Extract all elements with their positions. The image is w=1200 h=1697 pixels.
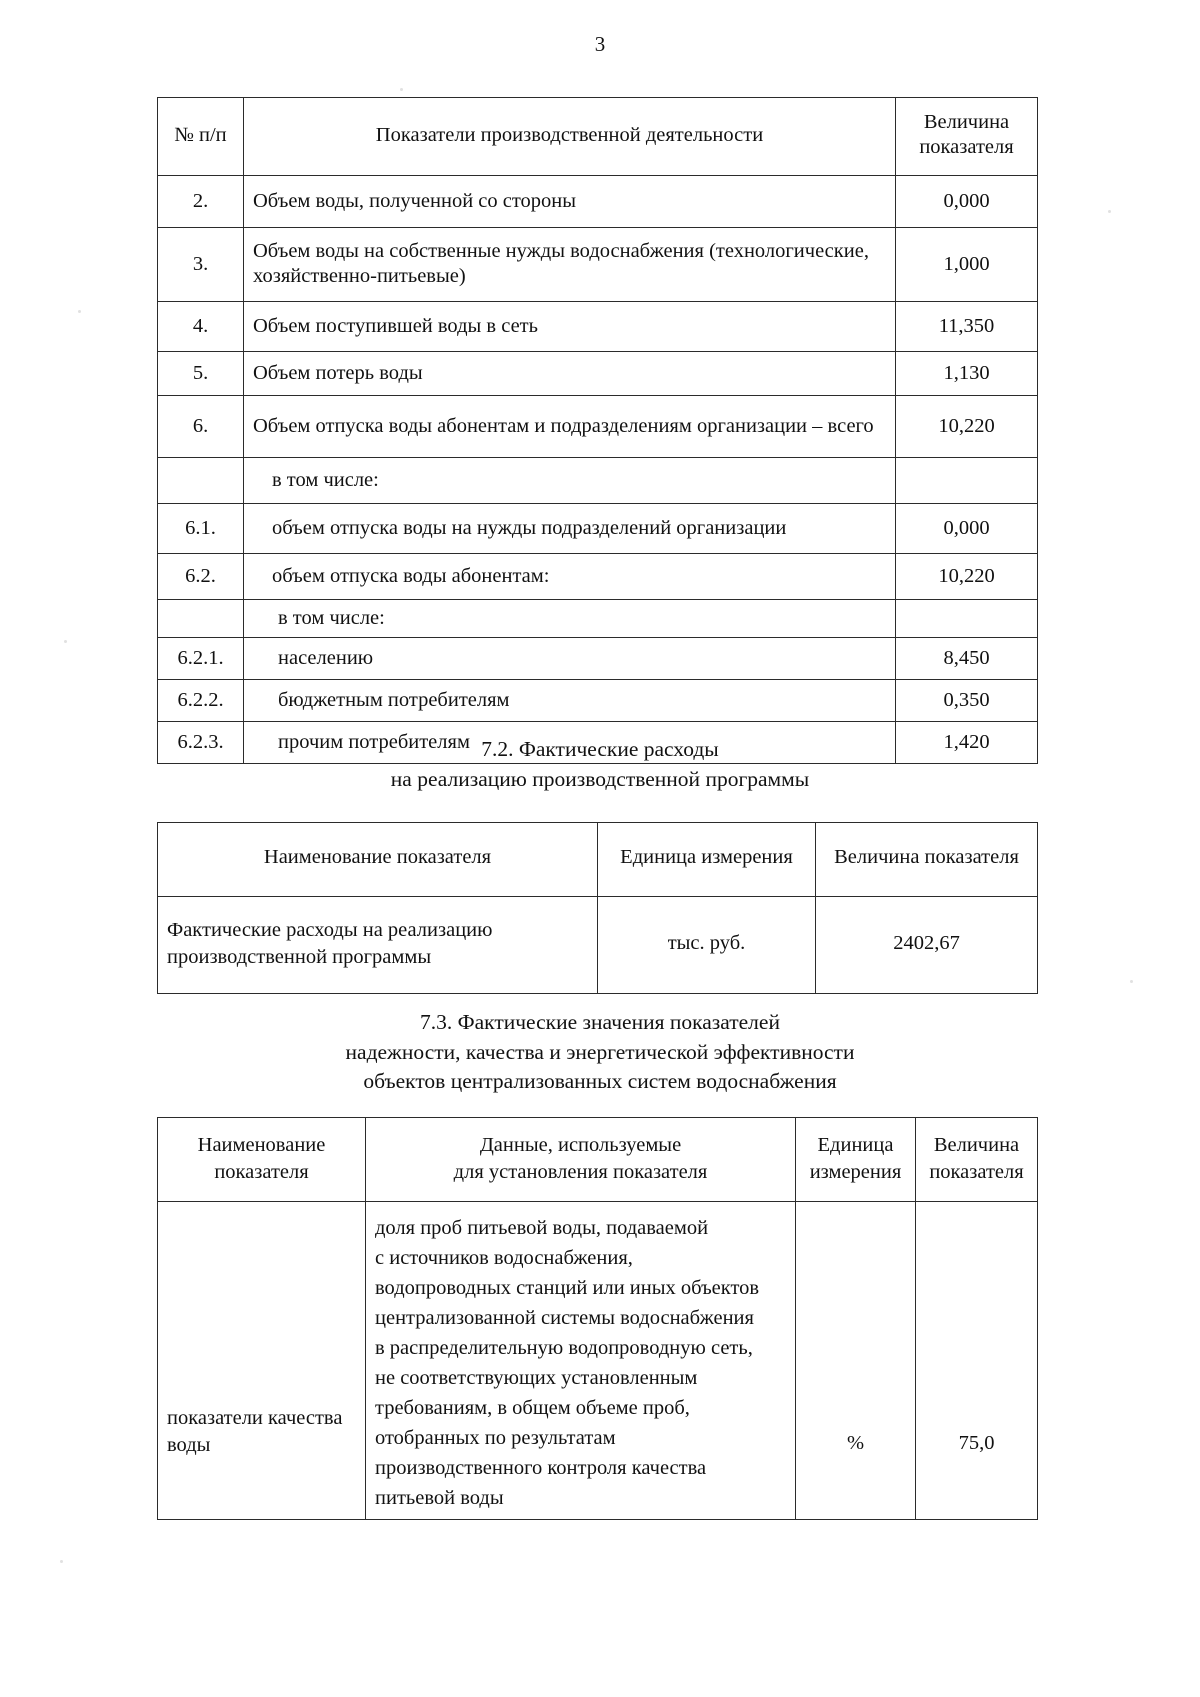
table-row [158, 457, 1038, 503]
row-value: 75,0 [916, 1202, 1038, 1519]
row-name: в том числе: [244, 457, 896, 503]
expenses-table-body [158, 897, 1038, 993]
section-heading-7-2 [0, 735, 1200, 794]
row-name: бюджетным потребителям [244, 679, 896, 721]
header-value-line2: показателя [919, 136, 1014, 159]
section-7-3-line1: 7.3. Фактические значения показателей [420, 1010, 780, 1034]
header-cell-unit: Единица измерения [598, 823, 816, 897]
data-line: водопроводных станций или иных объектов [375, 1277, 760, 1300]
row-value [896, 599, 1038, 637]
production-indicators-table-wrapper [157, 97, 1037, 764]
row-name [158, 897, 598, 993]
table-row [158, 395, 1038, 457]
table-row [158, 227, 1038, 301]
row-number: 6. [158, 395, 244, 457]
row-number: 6.2.2. [158, 679, 244, 721]
section-7-3-line2: надежности, качества и энергетической эффективности [345, 1039, 855, 1064]
reliability-table-wrapper [157, 1117, 1037, 1520]
row-name: населению [244, 637, 896, 679]
row-data-description [366, 1202, 796, 1519]
row-name: объем отпуска воды на нужды подразделений организации [244, 503, 896, 553]
row-name [244, 227, 896, 301]
row-name-line2: всего [827, 414, 874, 437]
row-number: 6.2.3. [158, 721, 244, 763]
scan-speck [64, 640, 67, 643]
production-table-body [158, 175, 1038, 763]
header-name-line2: показателя [214, 1160, 309, 1183]
row-value: 0,000 [896, 175, 1038, 227]
row-value: 1,420 [896, 721, 1038, 763]
row-name: в том числе: [244, 599, 896, 637]
table-row [158, 637, 1038, 679]
scan-speck [400, 88, 403, 91]
header-cell-name: Наименование показателя [158, 823, 598, 897]
row-number: 2. [158, 175, 244, 227]
expenses-table-wrapper [157, 822, 1037, 994]
row-name [158, 1202, 366, 1519]
row-name: Объем воды, полученной со стороны [244, 175, 896, 227]
row-number: 3. [158, 227, 244, 301]
row-name-line2: (технологические, хозяйственно-питьевые) [253, 239, 869, 288]
row-name-line1: Фактические расходы на реализацию [167, 919, 493, 942]
row-number: 6.2.1. [158, 637, 244, 679]
reliability-table-body [158, 1202, 1038, 1519]
table-row [158, 553, 1038, 599]
row-unit: тыс. руб. [598, 897, 816, 993]
table-header-row [158, 98, 1038, 176]
table-row [158, 897, 1038, 993]
scan-speck [1130, 980, 1133, 983]
row-name: Объем поступившей воды в сеть [244, 301, 896, 351]
row-name: прочим потребителям [244, 721, 896, 763]
table-row [158, 679, 1038, 721]
row-unit: % [796, 1202, 916, 1519]
section-7-3-line3: объектов централизованных систем водоснабжения [363, 1069, 837, 1094]
header-data-line1: Данные, используемые [479, 1134, 682, 1156]
row-value: 0,000 [896, 503, 1038, 553]
scan-speck [1108, 210, 1111, 213]
production-indicators-table [157, 97, 1038, 764]
scan-speck [78, 310, 81, 313]
header-cell-value [896, 98, 1038, 176]
header-cell-number: № п/п [158, 98, 244, 176]
row-value: 8,450 [896, 637, 1038, 679]
row-value: 1,000 [896, 227, 1038, 301]
row-number: 6.2. [158, 553, 244, 599]
table-row [158, 1202, 1038, 1519]
row-value: 1,130 [896, 351, 1038, 395]
row-name [244, 395, 896, 457]
section-heading-7-3 [0, 1008, 1200, 1097]
header-value-line1: Величина [923, 111, 1010, 133]
reliability-table [157, 1117, 1038, 1520]
header-cell-value: Величина показателя [816, 823, 1038, 897]
row-number [158, 599, 244, 637]
row-name-line1: Объем воды на собственные нужды водоснабжения [253, 239, 704, 262]
data-line: производственного контроля качества [375, 1456, 707, 1479]
header-cell-data [366, 1118, 796, 1202]
header-name-line1: Наименование [197, 1134, 326, 1156]
row-number: 5. [158, 351, 244, 395]
table-header-row [158, 1118, 1038, 1202]
row-number [158, 457, 244, 503]
table-row [158, 503, 1038, 553]
data-line: питьевой воды [375, 1486, 504, 1509]
table-row [158, 175, 1038, 227]
row-name-line2: качества воды [167, 1407, 343, 1456]
row-name: Объем потерь воды [244, 351, 896, 395]
header-data-line2: для установления показателя [453, 1160, 708, 1183]
header-cell-name: Показатели производственной деятельности [244, 98, 896, 176]
header-value-line2: показателя [929, 1160, 1024, 1183]
data-line: требованиям, в общем объеме проб, [375, 1396, 690, 1419]
row-name-line2: производственной программы [167, 946, 432, 969]
header-unit-line1: Единица [817, 1134, 894, 1156]
row-value: 10,220 [896, 395, 1038, 457]
row-value: 11,350 [896, 301, 1038, 351]
row-value: 2402,67 [816, 897, 1038, 993]
row-number: 6.1. [158, 503, 244, 553]
row-name-line1: Объем отпуска воды абонентам и подразделениям организации – [253, 414, 823, 437]
data-line: в распределительную водопроводную сеть, [375, 1336, 753, 1359]
row-number: 4. [158, 301, 244, 351]
row-name: объем отпуска воды абонентам: [244, 553, 896, 599]
header-cell-unit [796, 1118, 916, 1202]
data-line: отобранных по результатам [375, 1426, 616, 1449]
header-cell-name [158, 1118, 366, 1202]
table-row [158, 599, 1038, 637]
row-value [896, 457, 1038, 503]
header-value-line1: Величина [933, 1134, 1020, 1156]
section-7-2-line1: 7.2. Фактические расходы [481, 737, 719, 761]
section-7-2-line2: на реализацию производственной программы [390, 766, 810, 791]
row-value: 10,220 [896, 553, 1038, 599]
table-row [158, 351, 1038, 395]
table-row [158, 301, 1038, 351]
row-value: 0,350 [896, 679, 1038, 721]
header-cell-value [916, 1118, 1038, 1202]
row-name-line1: показатели [167, 1407, 263, 1430]
data-line: централизованной системы водоснабжения [375, 1307, 754, 1330]
data-line: не соответствующих установленным [375, 1366, 698, 1389]
data-line: доля проб питьевой воды, подаваемой [375, 1217, 709, 1240]
expenses-table [157, 822, 1038, 994]
table-header-row [158, 823, 1038, 897]
data-line: с источников водоснабжения, [375, 1247, 633, 1270]
header-unit-line2: измерения [809, 1160, 902, 1183]
scan-speck [60, 1560, 63, 1563]
page-number: 3 [594, 32, 606, 56]
